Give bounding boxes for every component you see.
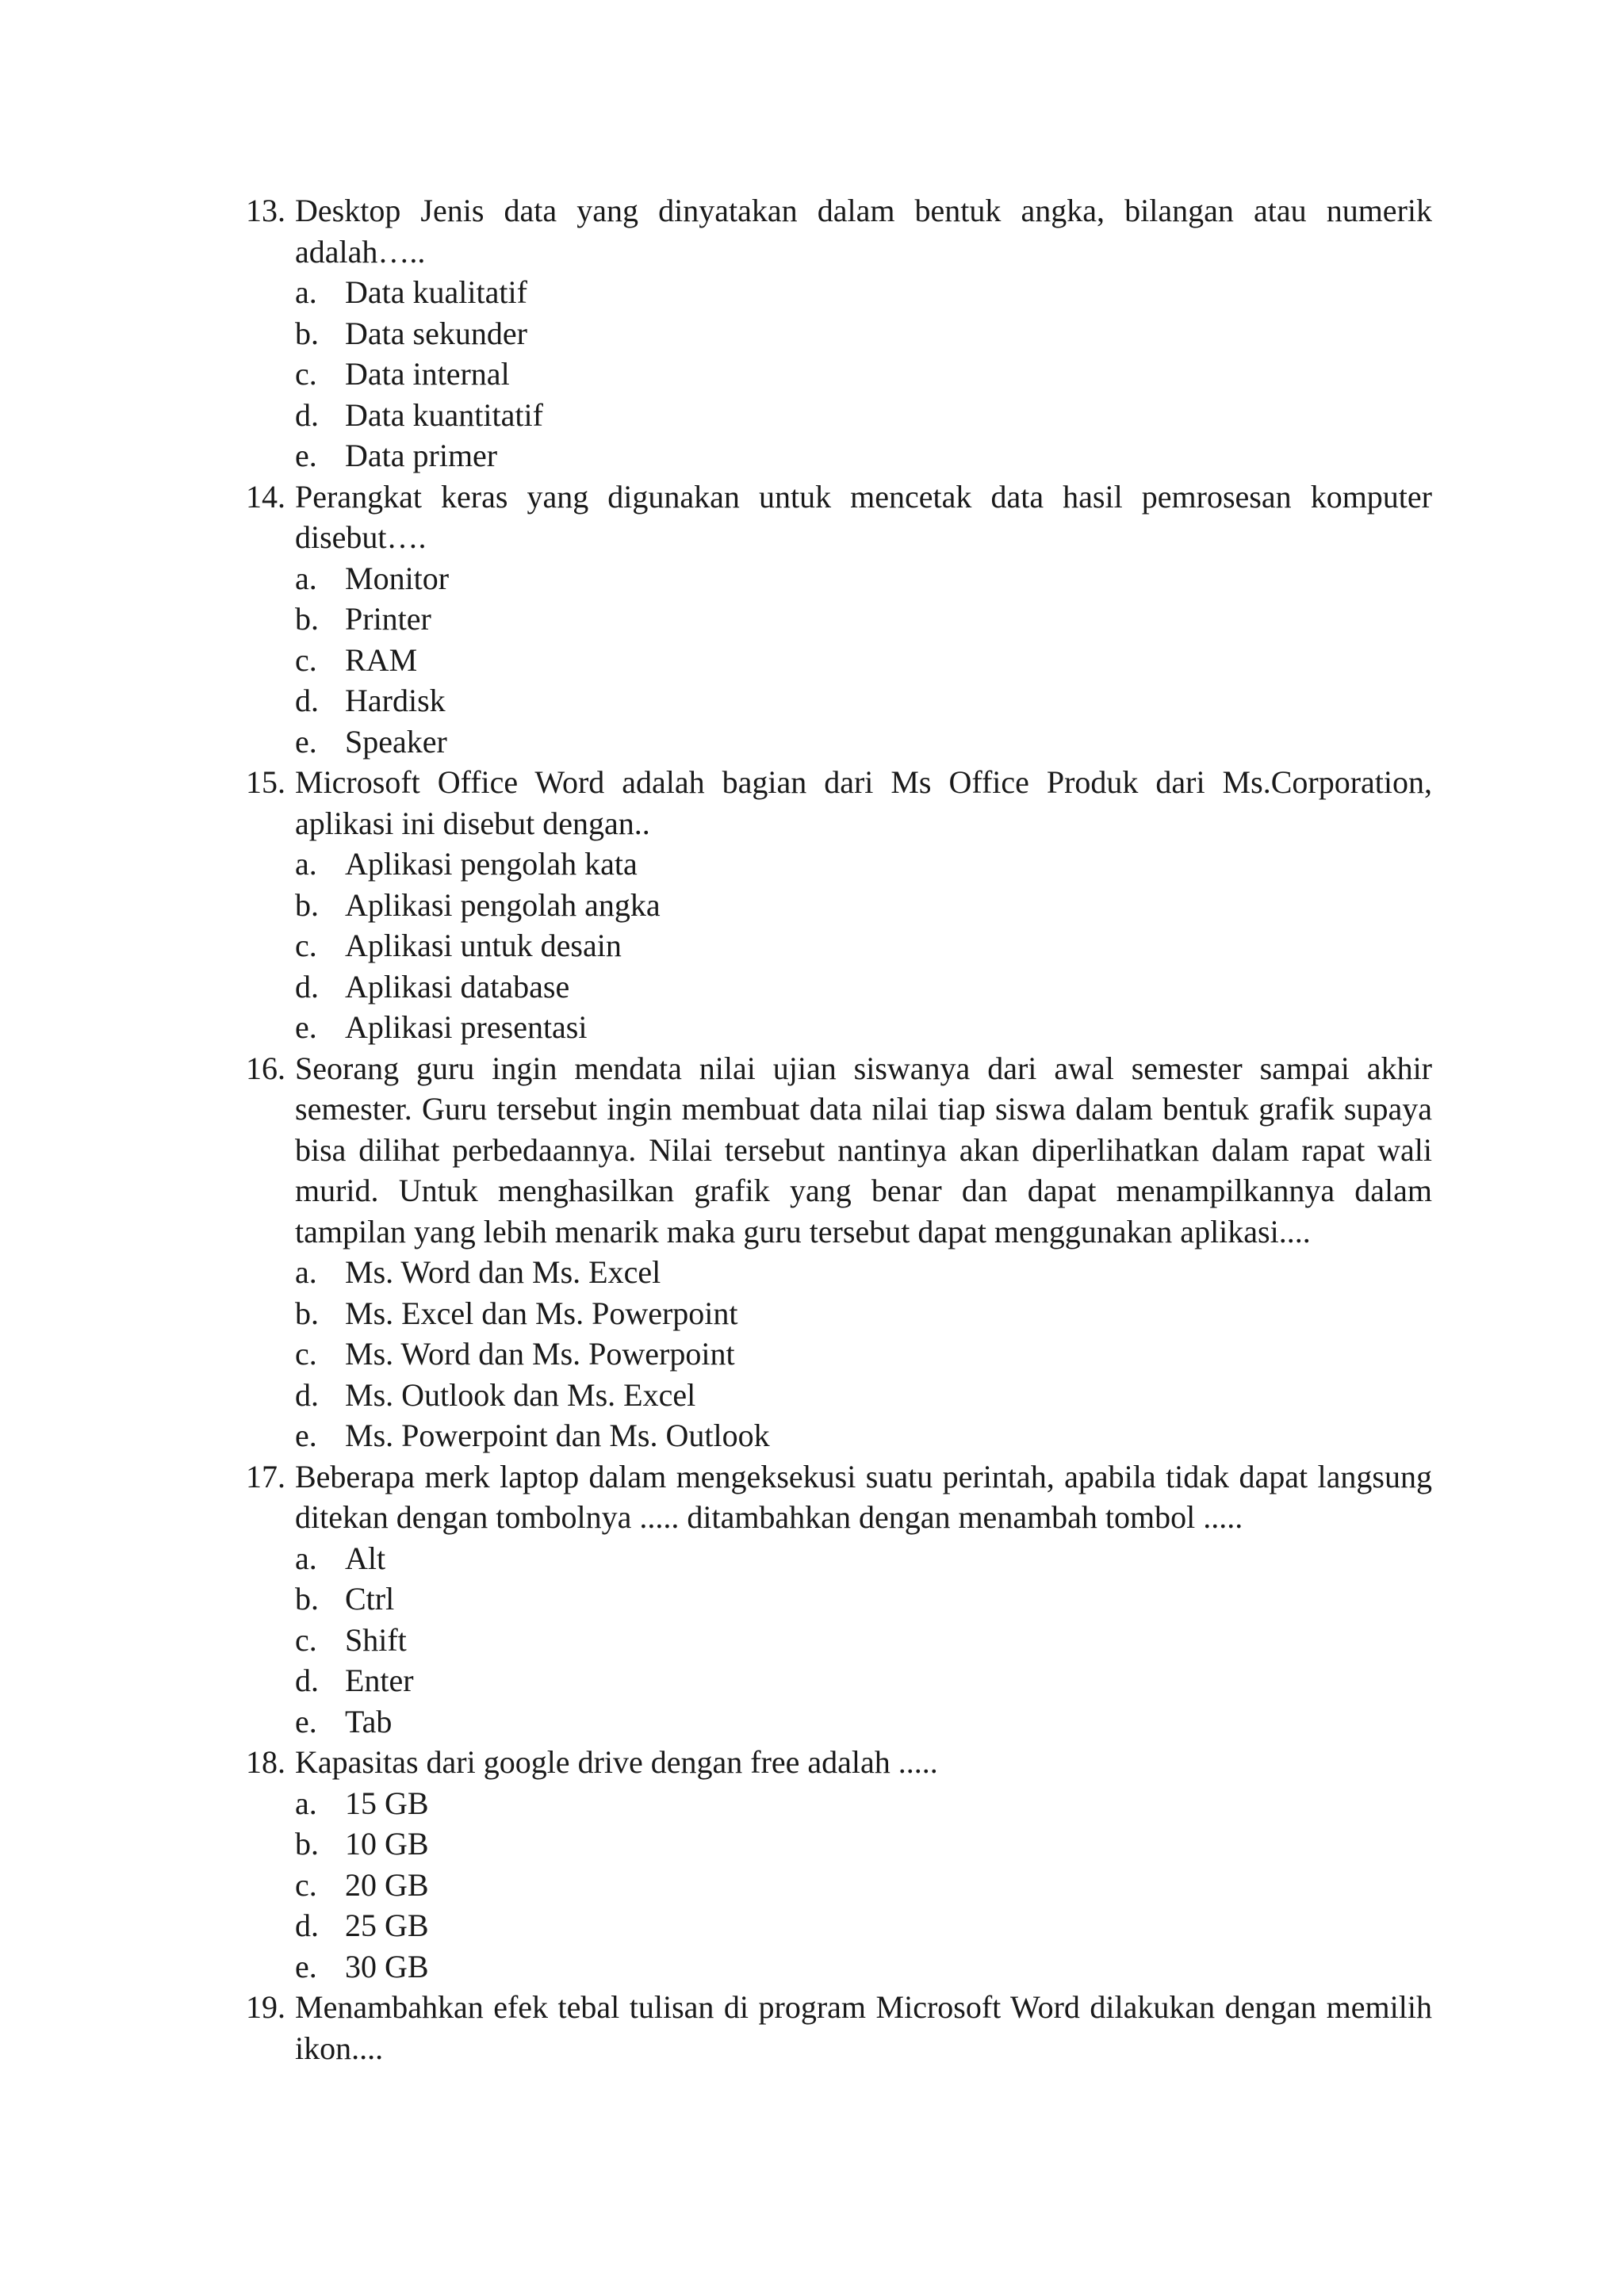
option-text: 10 GB	[345, 1826, 429, 1862]
question-number: 19.	[246, 1989, 285, 2025]
option-letter: b.	[295, 1826, 319, 1862]
option-item	[295, 844, 1432, 885]
option-letter: b.	[295, 1581, 319, 1617]
question-list	[246, 190, 1432, 2068]
option-letter: b.	[295, 886, 319, 923]
option-item	[295, 640, 1432, 681]
option-item	[295, 925, 1432, 966]
option-text: Ms. Word dan Ms. Powerpoint	[345, 1336, 735, 1372]
question-text: Beberapa merk laptop dalam mengeksekusi suatu perintah, apabila tidak dapat langsung ditekan dengan tombolnya ..... ditambahkan dengan menambah tombol .....	[295, 1458, 1432, 1535]
option-text: Hardisk	[345, 683, 446, 718]
question-text: Kapasitas dari google drive dengan free adalah .....	[295, 1744, 938, 1780]
option-text: Monitor	[345, 560, 450, 596]
option-letter: e.	[295, 1418, 317, 1453]
option-text: Tab	[345, 1703, 393, 1739]
question-item	[246, 190, 1432, 476]
option-list	[295, 1783, 1432, 1988]
option-letter: a.	[295, 274, 317, 310]
option-letter: c.	[295, 928, 317, 963]
option-text: Ms. Word dan Ms. Excel	[345, 1254, 661, 1290]
question-item	[246, 1456, 1432, 1743]
option-item	[295, 1783, 1432, 1824]
option-letter: a.	[295, 1540, 317, 1576]
option-item	[295, 599, 1432, 640]
question-item	[246, 1742, 1432, 1987]
option-letter: d.	[295, 1908, 319, 1943]
option-item	[295, 1946, 1432, 1988]
option-text: Ms. Powerpoint dan Ms. Outlook	[345, 1418, 770, 1453]
option-item	[295, 1538, 1432, 1579]
option-text: Aplikasi presentasi	[345, 1009, 588, 1045]
option-item	[295, 1578, 1432, 1620]
option-text: Data kualitatif	[345, 274, 527, 310]
question-text: Seorang guru ingin mendata nilai ujian siswanya dari awal semester sampai akhir semester. Guru tersebut ingin membuat data nilai tiap siswa dalam bentuk grafik supaya bisa dilihat perbedaannya. Nilai tersebut nantinya akan diperlihatkan dalam rapat wali murid. Untuk menghasilkan grafik yang benar dan dapat menampilkannya dalam tampilan yang lebih menarik maka guru tersebut dapat menggunakan aplikasi....	[295, 1050, 1432, 1249]
option-item	[295, 1905, 1432, 1946]
option-item	[295, 1660, 1432, 1701]
option-text: 15 GB	[345, 1785, 429, 1821]
option-text: Speaker	[345, 723, 447, 760]
option-list	[295, 1538, 1432, 1743]
option-text: Printer	[345, 601, 431, 637]
option-letter: c.	[295, 356, 317, 392]
option-letter: b.	[295, 1295, 319, 1331]
option-text: Aplikasi pengolah angka	[345, 886, 661, 923]
option-item	[295, 1334, 1432, 1375]
option-letter: d.	[295, 1376, 319, 1413]
question-item	[246, 1987, 1432, 2068]
option-item	[295, 1701, 1432, 1743]
option-item	[295, 1415, 1432, 1456]
option-item	[295, 1293, 1432, 1334]
option-item	[295, 272, 1432, 313]
option-item	[295, 395, 1432, 436]
option-list	[295, 1252, 1432, 1456]
option-letter: e.	[295, 1703, 317, 1739]
option-item	[295, 435, 1432, 476]
option-text: Alt	[345, 1540, 386, 1576]
option-item	[295, 966, 1432, 1008]
option-text: Data sekunder	[345, 315, 527, 351]
question-number: 14.	[246, 478, 285, 515]
option-text: RAM	[345, 641, 418, 678]
option-item	[295, 721, 1432, 763]
option-list	[295, 844, 1432, 1048]
question-text: Microsoft Office Word adalah bagian dari Ms Office Produk dari Ms.Corporation, aplikasi ini disebut dengan..	[295, 764, 1432, 841]
question-text: Desktop Jenis data yang dinyatakan dalam bentuk angka, bilangan atau numerik adalah…..	[295, 193, 1432, 270]
option-letter: e.	[295, 438, 317, 473]
option-letter: c.	[295, 1336, 317, 1372]
option-text: Aplikasi untuk desain	[345, 928, 622, 963]
option-letter: a.	[295, 560, 317, 596]
option-text: Aplikasi database	[345, 968, 570, 1004]
question-text: Menambahkan efek tebal tulisan di program Microsoft Word dilakukan dengan memilih ikon....	[295, 1989, 1432, 2066]
option-letter: b.	[295, 601, 319, 637]
option-text: Data primer	[345, 438, 498, 473]
option-item	[295, 558, 1432, 599]
question-text: Perangkat keras yang digunakan untuk mencetak data hasil pemrosesan komputer disebut….	[295, 478, 1432, 555]
option-letter: a.	[295, 1254, 317, 1290]
option-letter: c.	[295, 1621, 317, 1658]
question-number: 13.	[246, 193, 285, 228]
option-letter: a.	[295, 846, 317, 882]
option-item	[295, 1252, 1432, 1293]
option-text: Data internal	[345, 356, 510, 392]
option-text: Enter	[345, 1663, 414, 1698]
option-letter: a.	[295, 1785, 317, 1821]
option-letter: b.	[295, 315, 319, 351]
question-number: 16.	[246, 1050, 285, 1086]
option-list	[295, 558, 1432, 763]
option-letter: d.	[295, 968, 319, 1004]
option-letter: d.	[295, 396, 319, 433]
option-item	[295, 354, 1432, 395]
option-letter: d.	[295, 683, 319, 718]
option-item	[295, 1375, 1432, 1416]
option-text: 25 GB	[345, 1908, 429, 1943]
option-text: Ms. Outlook dan Ms. Excel	[345, 1376, 696, 1413]
option-item	[295, 1007, 1432, 1048]
option-text: Ms. Excel dan Ms. Powerpoint	[345, 1295, 738, 1331]
option-item	[295, 313, 1432, 354]
option-list	[295, 272, 1432, 476]
question-number: 17.	[246, 1458, 285, 1494]
option-letter: e.	[295, 723, 317, 760]
option-letter: c.	[295, 1866, 317, 1903]
question-number: 18.	[246, 1744, 285, 1780]
option-text: Aplikasi pengolah kata	[345, 846, 638, 882]
question-item	[246, 1048, 1432, 1456]
option-text: 20 GB	[345, 1866, 429, 1903]
option-text: 30 GB	[345, 1948, 429, 1984]
option-text: Shift	[345, 1621, 407, 1658]
question-number: 15.	[246, 764, 285, 800]
option-text: Data kuantitatif	[345, 396, 543, 433]
option-letter: e.	[295, 1948, 317, 1984]
option-letter: c.	[295, 641, 317, 678]
question-item	[246, 762, 1432, 1048]
option-item	[295, 680, 1432, 721]
option-item	[295, 1865, 1432, 1906]
option-text: Ctrl	[345, 1581, 395, 1617]
option-letter: e.	[295, 1009, 317, 1045]
option-item	[295, 1620, 1432, 1661]
question-item	[246, 476, 1432, 763]
option-item	[295, 1823, 1432, 1865]
option-letter: d.	[295, 1663, 319, 1698]
option-item	[295, 885, 1432, 926]
